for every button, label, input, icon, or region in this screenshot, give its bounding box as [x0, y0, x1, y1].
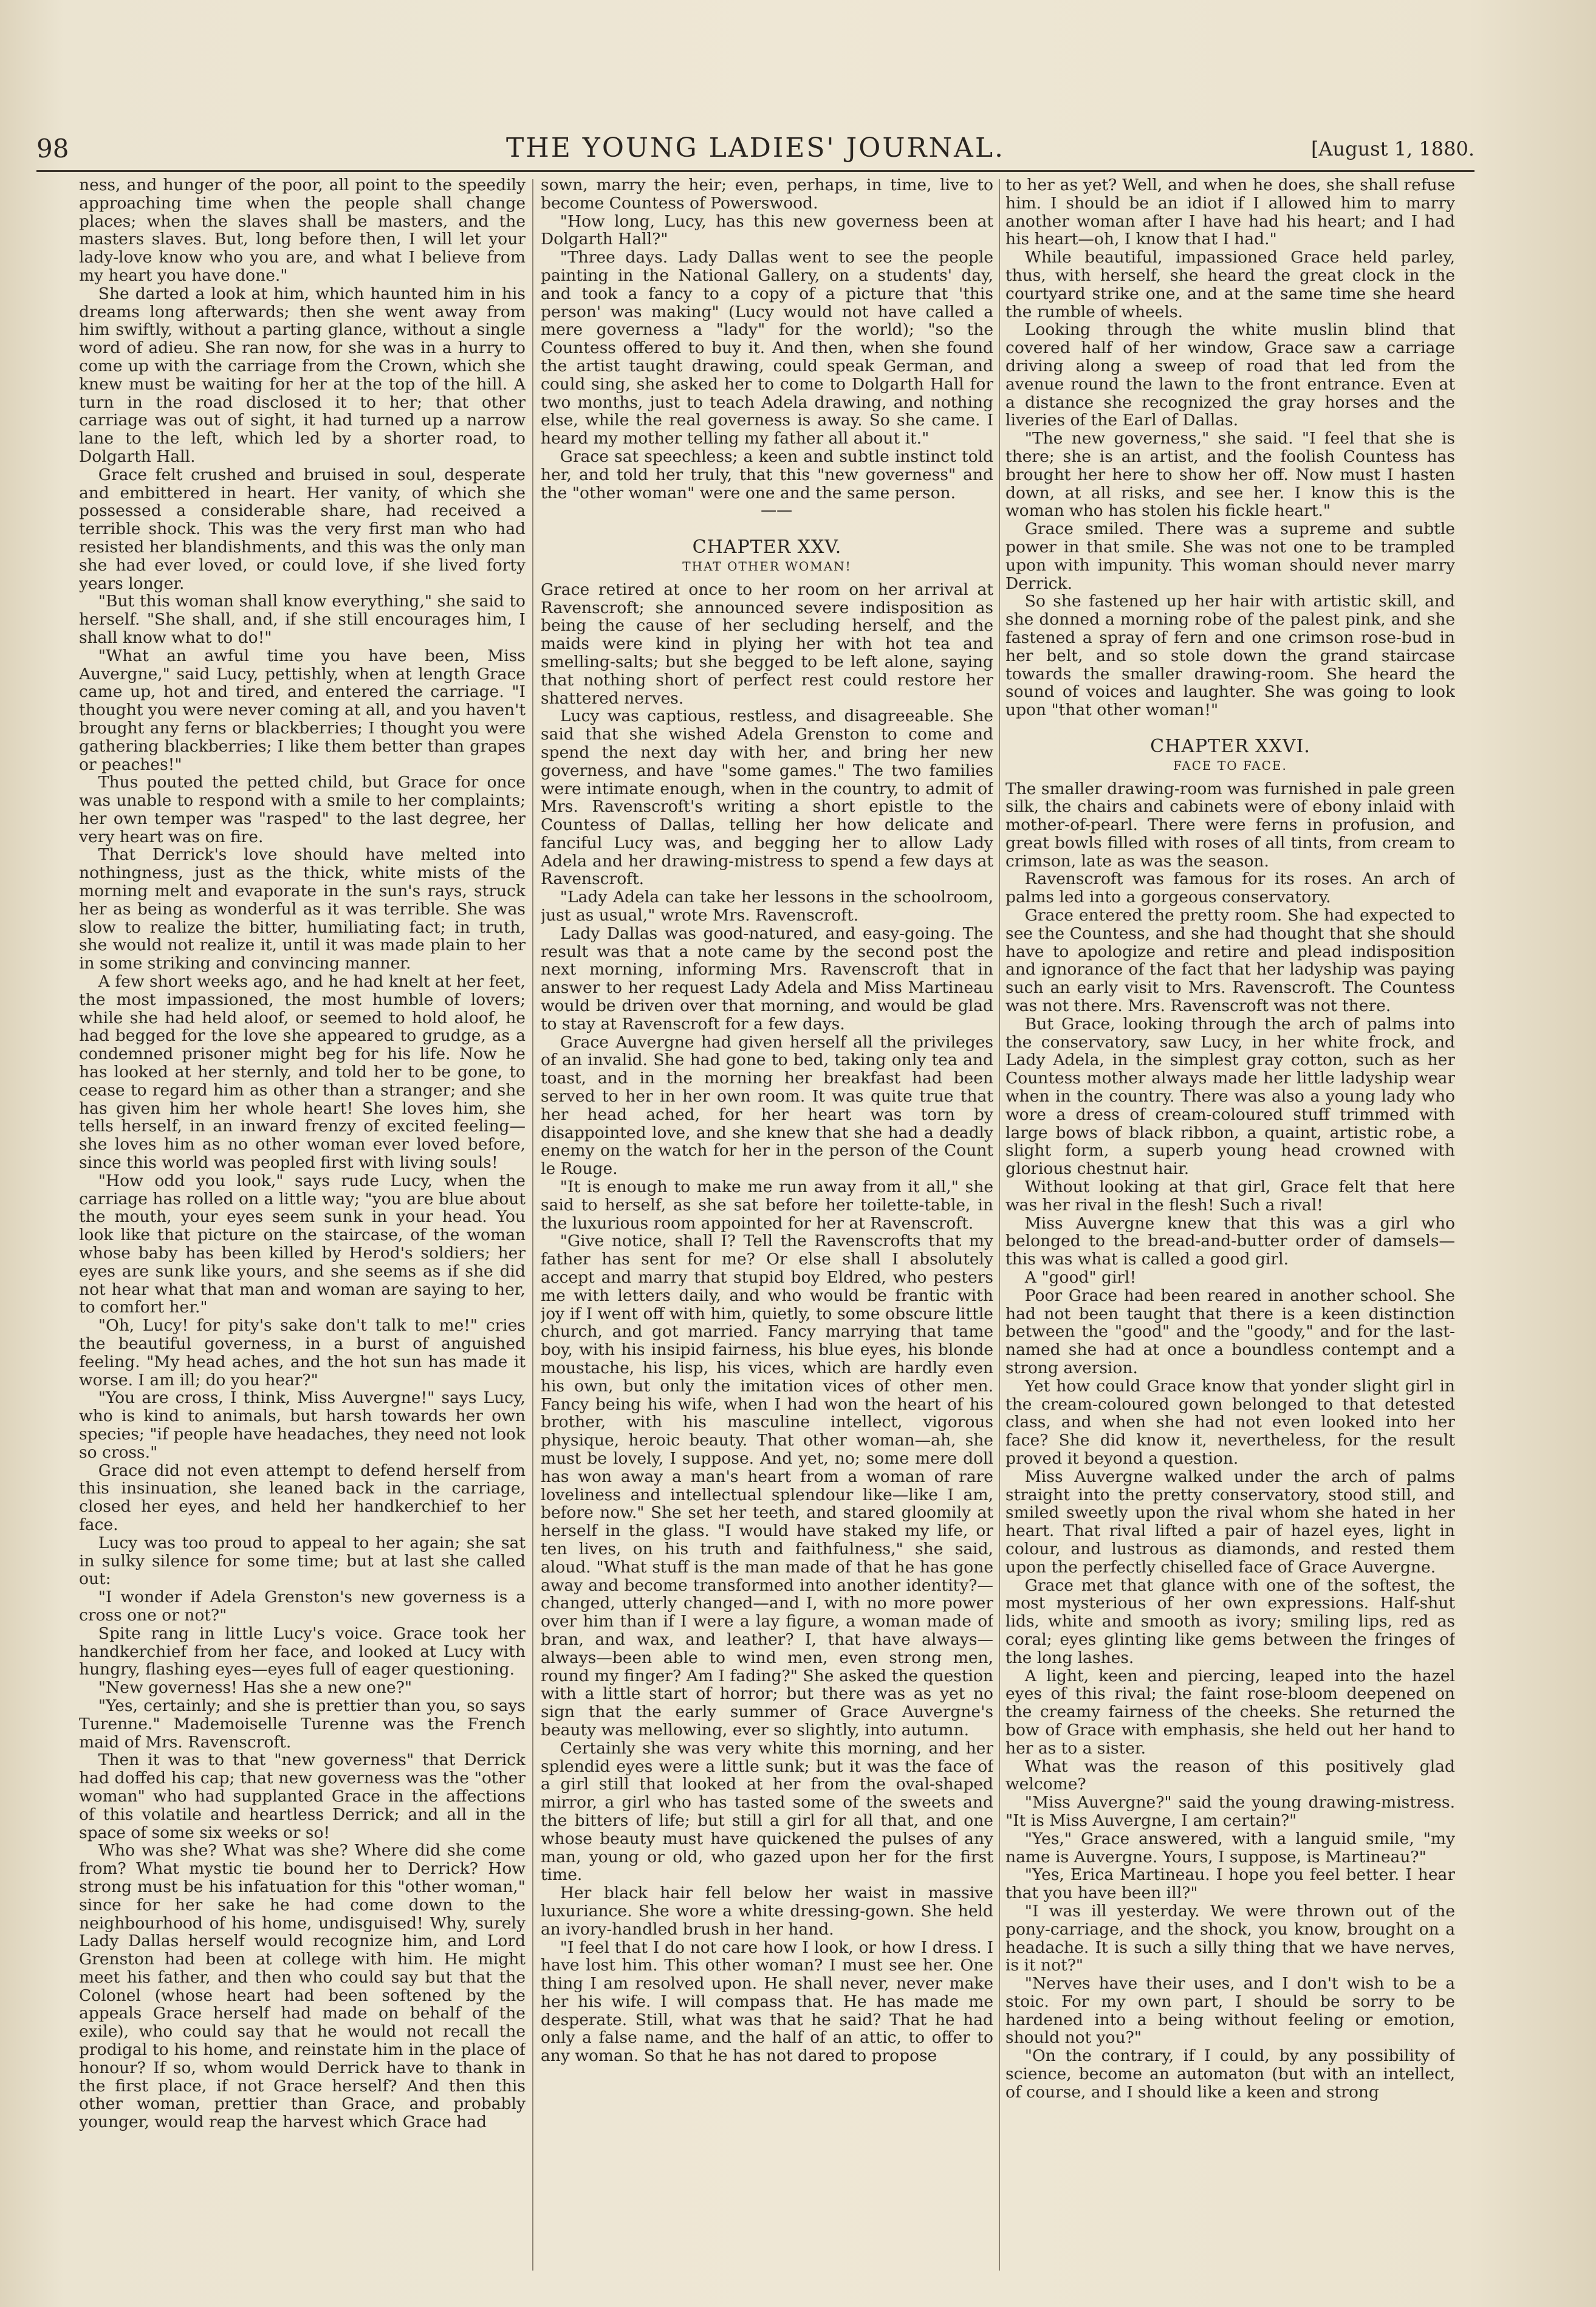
- paragraph: The smaller drawing-room was furnished in pale green silk, the chairs and cabinets were of ebony inlaid with mother-of-pearl. There were ferns in profusion, and great bowls filled with roses of all tints, from cream to crimson, late as was the season.: [1005, 779, 1455, 871]
- paragraph: Who was she? What was she? Where did she come from? What mystic tie bound her to Derrick? How strong must be his infatuation for this "other woman," since for her sake he had come down to the neighbourhood of his home, undisguised! Why, surely Lady Dallas herself would recognize him, and Lord Grenston had been at college with him. He might meet his father, and then who could say but that the Colonel (whose heart had been softened by the appeals Grace herself had made on behalf of the exile), who could say that he would not recall the prodigal to his home, and reinstate him in the place of honour? If so, whom would Derrick have to thank in the first place, if not Grace herself? And then this other woman, prettier than Grace, and probably younger, would reap the harvest which Grace had: [79, 1841, 526, 2132]
- paragraph: "Miss Auvergne?" said the young drawing-mistress. "It is Miss Auvergne, I am certain?": [1005, 1793, 1455, 1830]
- column-rule: [999, 179, 1000, 2271]
- paragraph: That Derrick's love should have melted into nothingness, just as the thick, white mists of the morning melt and evaporate in the sun's rays, struck her as being as wonderful as it was terrible. She was slow to realize the bitter, humiliating fact; in truth, she would not realize it, until it was made plain to her in some striking and convincing manner.: [79, 845, 526, 973]
- paragraph: Spite rang in little Lucy's voice. Grace took her handkerchief from her face, and looked at Lucy with hungry, flashing eyes—eyes full of eager questioning.: [79, 1623, 526, 1679]
- paragraph: "The new governess," she said. "I feel that she is there; she is an artist, and the foolish Countess has brought her here to show her off. Now must I hasten down, at all risks, and see her. I know this is the woman who has stolen his fickle heart.": [1005, 429, 1455, 521]
- chapter-subtitle: THAT OTHER WOMAN!: [682, 558, 852, 574]
- paragraph: "Give notice, shall I? Tell the Ravenscrofts that my father has sent for me? Or else shall I absolutely accept and marry that stupid boy Eldred, who pesters me with letters daily, and who would be frantic with joy if I went off with him, quietly, to some obscure little church, and got married. Fancy marrying that tame boy, with his insipid fairness, his blue eyes, his blonde moustache, his lisp, his vices, which are hardly even his own, but only the imitation vices of other men. Fancy being his wife, when I had won the heart of his brother, with his masculine intellect, vigorous physique, heroic beauty. That other woman—ah, she must be lovely, I suppose. And yet, no; some mere doll has won away a man's heart from a woman of rare loveliness and intellectual splendour like—like I am, before now." She set her teeth, and stared gloomily at herself in the glass. "I would have staked my life, or ten lives, on his truth and faithfulness," she said, aloud. "What stuff is the man made of that he has gone away and become transformed into another identity?—changed, utterly changed—and I, with no more power over him than if I were a lay figure, a woman made of bran, and wax, and leather? I, that have always—always—been able to wind men, even strong men, round my finger? Am I fading?" She asked the question with a little start of horror; but there was as yet no sign that the early summer of Grace Auvergne's beauty was mellowing, ever so slightly, into autumn.: [541, 1232, 993, 1740]
- paragraph: "Oh, Lucy! for pity's sake don't talk to me!" cries the beautiful governess, in a burst of anguished feeling. "My head aches, and the hot sun has made it worse. I am ill; do you hear?": [79, 1316, 526, 1390]
- paragraph: Her black hair fell below her waist in massive luxuriance. She wore a white dressing-gown. She held an ivory-handled brush in her hand.: [541, 1884, 993, 1939]
- paragraph: "What an awful time you have been, Miss Auvergne," said Lucy, pettishly, when at length Grace came up, hot and tired, and entered the carriage. "I thought you were never coming at all, and you haven't brought any ferns or blackberries; I thought you were gathering blackberries; I like them better than grapes or peaches!": [79, 646, 526, 774]
- paragraph: Grace Auvergne had given herself all the privileges of an invalid. She had gone to bed, taking only tea and toast, and in the morning her breakfast had been served to her in her own room. It was quite true that her head ached, for her heart was torn by disappointed love, and she knew that she had a deadly enemy on the watch for her in the person of the Count le Rouge.: [541, 1032, 993, 1179]
- paragraph: Lucy was too proud to appeal to her again; she sat in sulky silence for some time; but at last she called out:: [79, 1533, 526, 1589]
- paragraph: A light, keen and piercing, leaped into the hazel eyes of this rival; the faint rose-bloom deepened on the creamy fairness of the cheeks. She returned the bow of Grace with emphasis, she held out her hand to her as to a sister.: [1005, 1666, 1455, 1758]
- paragraph: Miss Auvergne walked under the arch of palms straight into the pretty conservatory, stood still, and smiled sweetly upon the rival whom she hated in her heart. That rival lifted a pair of hazel eyes, light in colour, and lustrous as diamonds, and rested them upon the perfectly chiselled face of Grace Auvergne.: [1005, 1467, 1455, 1577]
- paragraph: "New governess! Has she a new one?": [98, 1678, 413, 1698]
- paragraph: But Grace, looking through the arch of palms into the conservatory, saw Lucy, in her white frock, and Lady Adela, in the simplest gray cotton, such as her Countess mother always made her little ladyship wear when in the country. There was also a young lady who wore a dress of cream-coloured stuff trimmed with large bows of black ribbon, a quaint, artistic robe, a slight form, a superb young head crowned with glorious chestnut hair.: [1005, 1014, 1455, 1179]
- paragraph: Lady Dallas was good-natured, and easy-going. The result was that a note came by the second post the next morning, informing Mrs. Ravenscroft that in answer to her request Lady Adela and Miss Martineau would be driven over that morning, and would be glad to stay at Ravenscroft for a few days.: [541, 924, 993, 1034]
- chapter-heading: CHAPTER XXVI.: [1150, 735, 1310, 757]
- issue-date: [August 1, 1880.: [1310, 137, 1474, 160]
- paragraph: Then it was to that "new governess" that Derrick had doffed his cap; that new governess was the "other woman" who had supplanted Grace in the affections of this volatile and heartless Derrick; and all in the space of some six weeks or so!: [79, 1750, 526, 1842]
- chapter-subtitle: FACE TO FACE.: [1173, 758, 1287, 773]
- paragraph: "Yes, certainly; and she is prettier than you, so says Turenne." Mademoiselle Turenne was the French maid of Mrs. Ravenscroft.: [79, 1696, 526, 1752]
- page-number: 98: [36, 134, 69, 163]
- paragraph: Grace sat speechless; a keen and subtle instinct told her, and told her truly, that this "new governess" and the "other woman" were one and the same person.: [541, 447, 993, 502]
- paragraph: "Lady Adela can take her lessons in the schoolroom, just as usual," wrote Mrs. Ravenscroft.: [541, 888, 993, 925]
- paragraph: Miss Auvergne knew that this was a girl who belonged to the bread-and-butter order of damsels—this was what is called a good girl.: [1005, 1213, 1455, 1269]
- paragraph: Grace smiled. There was a supreme and subtle power in that smile. She was not one to be trampled upon with impunity. This woman should never marry Derrick.: [1005, 519, 1455, 593]
- paragraph: Grace met that glance with one of the softest, the most mysterious of her own expressions. Half-shut lids, white and smooth as ivory; smiling lips, red as coral; eyes glinting like gems between the fringes of the long lashes.: [1005, 1575, 1455, 1667]
- paragraph: "How long, Lucy, has this new governess been at Dolgarth Hall?": [541, 211, 993, 249]
- paragraph: "Yes," Grace answered, with a languid smile, "my name is Auvergne. Yours, I suppose, is Martineau?": [1005, 1829, 1455, 1867]
- paragraph: ness, and hunger of the poor, all point to the speedily approaching time when the people shall change places; when the slaves shall be masters, and the masters slaves. But, long before then, I will let your lady-love know who you are, and what I believe from my heart you have done.": [79, 176, 526, 285]
- paragraph: "Nerves have their uses, and I don't wish to be a stoic. For my own part, I should be sorry to be hardened into a being without feeling or emotion, should not you?": [1005, 1974, 1455, 2048]
- paragraph: What was the reason of this positively glad welcome?: [1005, 1757, 1455, 1794]
- paragraph: "On the contrary, if I could, by any possibility of science, become an automaton (but with an intellect, of course, and I should like a keen and strong: [1005, 2046, 1455, 2102]
- paragraph: "I was ill yesterday. We were thrown out of the pony-carriage, and the shock, you know, brought on a headache. It is such a silly thing that we have nerves, is it not?": [1005, 1901, 1455, 1975]
- paragraph: "You are cross, I think, Miss Auvergne!" says Lucy, who is kind to animals, but harsh towards her own species; "if people have headaches, they need not look so cross.": [79, 1388, 526, 1462]
- paragraph: A "good" girl!: [1024, 1268, 1137, 1287]
- journal-title: THE YOUNG LADIES' JOURNAL.: [505, 132, 1005, 163]
- paragraph: Poor Grace had been reared in another school. She had not been taught that there is a keen distinction between the "good" and the "goody," and for the last-named she had at once a boundless contempt and a strong aversion.: [1005, 1286, 1455, 1377]
- paragraph: Thus pouted the petted child, but Grace for once was unable to respond with a smile to her complaints; her own temper was "rasped" to the last degree, her very heart was on fire.: [79, 773, 526, 846]
- paragraph: Grace entered the pretty room. She had expected to see the Countess, and she had thought that she should have to apologize and retire and plead indisposition and ignorance of the fact that her ladyship was paying such an early visit to Mrs. Ravenscroft. The Countess was not there. Mrs. Ravenscroft was not there.: [1005, 906, 1455, 1016]
- paragraph: "Three days. Lady Dallas went to see the people painting in the National Gallery, on a students' day, and took a fancy to a copy of a picture that 'this person' was making" (Lucy would not have called a mere governess a "lady" for the world); "so the Countess offered to buy it. And then, when she found the artist taught drawing, could speak German, and could sing, she asked her to come to Dolgarth Hall for two months, just to teach Adela drawing, and nothing else, while the real governess is away. So she came. I heard my mother telling my father all about it.": [541, 248, 993, 448]
- paragraph: Ravenscroft was famous for its roses. An arch of palms led into a gorgeous conservatory.: [1005, 869, 1455, 907]
- section-end-dash: ——: [761, 501, 793, 520]
- text-column-1: [79, 176, 526, 2295]
- paragraph: Grace did not even attempt to defend herself from this insinuation, she leaned back in the carriage, closed her eyes, and held her handkerchief to her face.: [79, 1461, 526, 1534]
- paragraph: "It is enough to make me run away from it all," she said to herself, as she sat before her toilette-table, in the luxurious room appointed for her at Ravenscroft.: [541, 1177, 993, 1233]
- paragraph: Grace felt crushed and bruised in soul, desperate and embittered in heart. Her vanity, of which she possessed a considerable share, had received a terrible shock. This was the very first man who had resisted her blandishments, and this was the only man she had ever loved, or could love, if she lived forty years longer.: [79, 465, 526, 593]
- paragraph: Yet how could Grace know that yonder slight girl in the cream-coloured gown belonged to that detested class, and when she had not even looked into her face? She did know it, nevertheless, for the result proved it beyond a question.: [1005, 1376, 1455, 1468]
- paragraph: While beautiful, impassioned Grace held parley, thus, with herself, she heard the great clock in the courtyard strike one, and at the same time she heard the rumble of wheels.: [1005, 248, 1455, 321]
- paragraph: Certainly she was very white this morning, and her splendid eyes were a little sunk; but it was the face of a girl still that looked at her from the oval-shaped mirror, a girl who has tasted some of the sweets and the bitters of life; but still a girl for all that, and one whose beauty must have quickened the pulses of any man, young or old, who gazed upon her for the first time.: [541, 1738, 993, 1885]
- paragraph: "But this woman shall know everything," she said to herself. "She shall, and, if she still encourages him, I shall know what to do!": [79, 592, 526, 647]
- text-column-3: [1005, 176, 1455, 2295]
- chapter-heading: CHAPTER XXV.: [692, 536, 842, 558]
- paragraph: Lucy was captious, restless, and disagreeable. She said that she wished Adela Grenston to come and spend the next day with her, and bring her new governess, and have "some games." The two families were intimate enough, when in the country, to admit of Mrs. Ravenscroft's writing a short epistle to the Countess of Dallas, telling her how delicate and fanciful Lucy was, and begging her to allow Lady Adela and her drawing-mistress to spend a few days at Ravenscroft.: [541, 707, 993, 889]
- paragraph: Without looking at that girl, Grace felt that here was her rival in the flesh! Such a rival!: [1005, 1177, 1455, 1215]
- column-rule: [532, 179, 533, 2271]
- paragraph: sown, marry the heir; even, perhaps, in time, live to become Countess of Powerswood.: [541, 176, 993, 213]
- paragraph: Grace retired at once to her room on her arrival at Ravenscroft; she announced severe indisposition as being the cause of her secluding herself, and the maids were kind in plying her with hot tea and smelling-salts; but she begged to be left alone, saying that nothing short of perfect rest could restore her shattered nerves.: [541, 580, 993, 708]
- paragraph: "How odd you look," says rude Lucy, when the carriage has rolled on a little way; "you are blue about the mouth, your eyes seem sunk in your head. You look like that picture on the staircase, of the woman whose baby has been killed by Herod's soldiers; her eyes are sunk like yours, and she seems as if she did not hear what that man and woman are saying to her, to comfort her.": [79, 1171, 526, 1317]
- paragraph: "I wonder if Adela Grenston's new governess is a cross one or not?": [79, 1588, 526, 1625]
- paragraph: She darted a look at him, which haunted him in his dreams long afterwards; then she went away from him swiftly, without a parting glance, without a single word of adieu. She ran now, for she was in a hurry to come up with the carriage from the Crown, which she knew must be waiting for her at the top of the hill. A turn in the road disclosed it to her; that other carriage was out of sight, it had turned up a narrow lane to the left, which led by a shorter road, to Dolgarth Hall.: [79, 284, 526, 466]
- page-header: [36, 122, 1474, 172]
- paragraph: to her as yet? Well, and when he does, she shall refuse him. I should be an idiot if I allowed him to marry another woman after I have had his heart; and I had his heart—oh, I know that I had.": [1005, 176, 1455, 249]
- paragraph: A few short weeks ago, and he had knelt at her feet, the most impassioned, the most humble of lovers; while she had held aloof, or seemed to hold aloof, he had begged for the love she appeared to grudge, as a condemned prisoner might beg for his life. Now he has looked at her sternly, and told her to be gone, to cease to regard him as other than a stranger; and she has given him her whole heart! She loves him, she tells herself, in an inward frenzy of excited feeling—she loves him as no other woman ever loved before, since this world was peopled first with living souls!: [79, 972, 526, 1173]
- paragraph: "Yes, Erica Martineau. I hope you feel better. I hear that you have been ill?": [1005, 1865, 1455, 1903]
- text-column-2: [541, 176, 993, 2295]
- paragraph: Looking through the white muslin blind that covered half of her window, Grace saw a carriage driving along a sweep of road that led from the avenue round the lawn to the front entrance. Even at a distance she recognized the gray horses and the liveries of the Earl of Dallas.: [1005, 320, 1455, 430]
- paragraph: So she fastened up her hair with artistic skill, and she donned a morning robe of the palest pink, and she fastened a spray of fern and one crimson rose-bud in her belt, and so stole down the grand staircase towards the smaller drawing-room. She heard the sound of voices and laughter. She was going to look upon "that other woman!": [1005, 592, 1455, 720]
- paragraph: "I feel that I do not care how I look, or how I dress. I have lost him. This other woman? I must see her. One thing I am resolved upon. He shall never, never make her his wife. I will compass that. He has made me desperate. Still, what was that he said? That he had only a false name, and the half of an attic, to offer to any woman. So that he has not dared to propose: [541, 1938, 993, 2066]
